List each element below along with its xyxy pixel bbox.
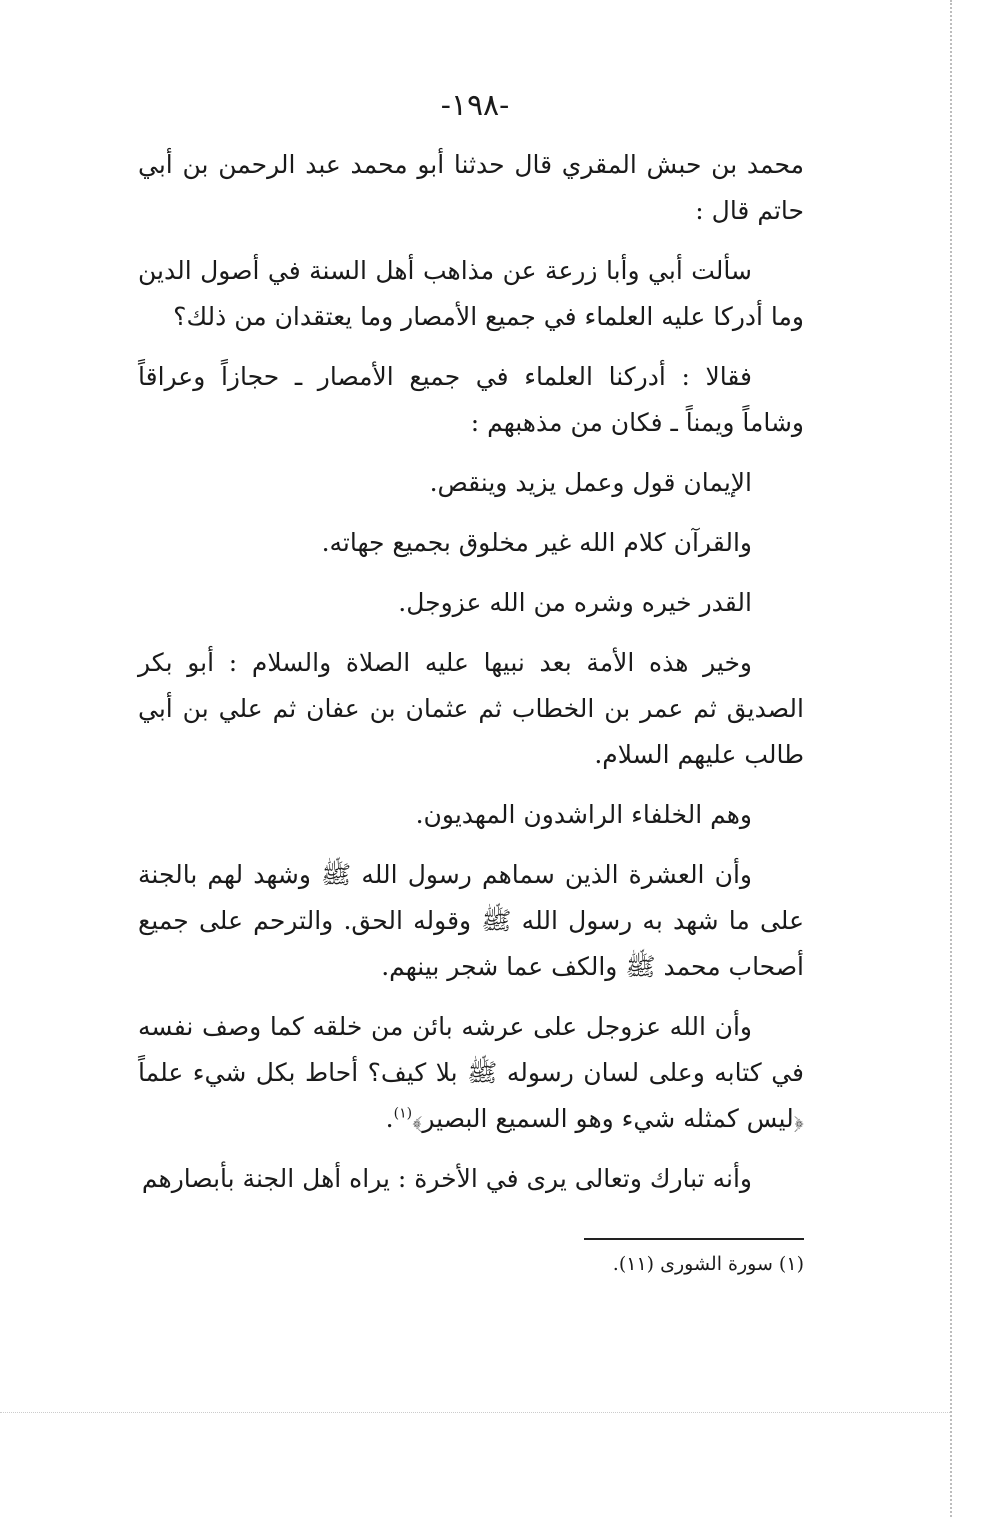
footnote: (١) سورة الشورى (١١).: [612, 1253, 804, 1275]
paragraph-end: .: [385, 1104, 394, 1133]
footnote-divider: [584, 1238, 804, 1240]
paragraph: وأنه تبارك وتعالى يرى في الأخرة : يراه أهل الجنة بأبصارهم: [141, 1164, 752, 1193]
page-number: -١٩٨-: [440, 88, 510, 123]
paragraph: وخير هذه الأمة بعد نبيها عليه الصلاة والسلام : أبو بكر الصديق ثم عمر بن الخطاب ثم عثمان بن عفان ثم علي بن أبي طالب عليهم السلام.: [138, 648, 804, 769]
main-text: [138, 142, 804, 1216]
paragraph: [138, 1004, 804, 1142]
paragraph: محمد بن حبش المقري قال حدثنا أبو محمد عبد الرحمن بن أبي حاتم قال :: [138, 150, 804, 225]
paragraph: فقالا : أدركنا العلماء في جميع الأمصار ـ حجازاً وعراقاً وشاماً ويمناً ـ فكان من مذهبهم :: [138, 362, 804, 437]
paragraph: وأن العشرة الذين سماهم رسول الله ﷺ وشهد لهم بالجنة على ما شهد به رسول الله ﷺ وقوله الحق. والترحم على جميع أصحاب محمد ﷺ والكف عما شجر بينهم.: [138, 860, 804, 981]
paragraph: القدر خيره وشره من الله عزوجل.: [398, 588, 752, 617]
paragraph: الإيمان قول وعمل يزيد وينقص.: [429, 468, 752, 497]
scan-edge-right: [950, 0, 954, 1517]
paragraph: وهم الخلفاء الراشدون المهديون.: [415, 800, 752, 829]
scan-edge-bottom: [0, 1412, 950, 1413]
paragraph: والقرآن كلام الله غير مخلوق بجميع جهاته.: [321, 528, 752, 557]
paragraph-text: وأن الله عزوجل على عرشه بائن من خلقه كما وصف نفسه في كتابه وعلى لسان رسوله ﷺ بلا كيف؟ أحاط بكل شيء علماً ﴿ليس كمثله شيء وهو السميع البصير﴾: [138, 1012, 804, 1133]
paragraph: سألت أبي وأبا زرعة عن مذاهب أهل السنة في أصول الدين وما أدركا عليه العلماء في جميع الأمصار وما يعتقدان من ذلك؟: [138, 256, 804, 331]
footnote-marker: (١): [393, 1105, 413, 1122]
